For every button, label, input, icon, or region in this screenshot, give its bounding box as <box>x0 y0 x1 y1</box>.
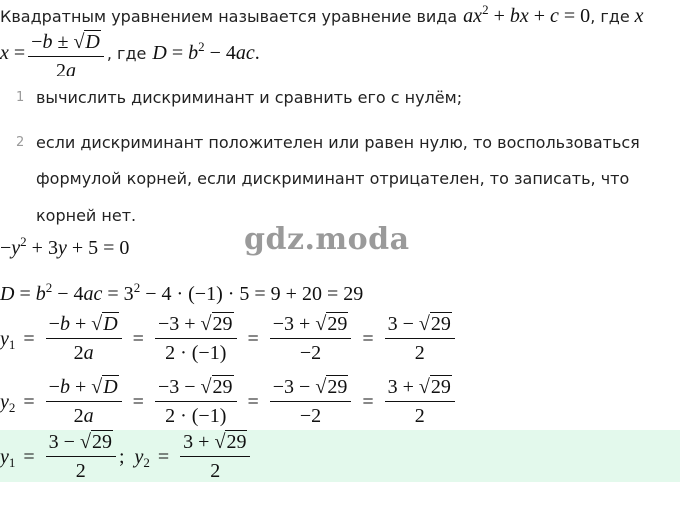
intro-where: , где <box>590 6 630 26</box>
discriminant-formula: $D = b^2 - 4ac$. <box>152 39 260 64</box>
watermark-logo: gdz.moda <box>244 222 410 257</box>
intro-where-2: , где <box>106 43 147 63</box>
intro-line-2 <box>0 30 260 76</box>
step-text: вычислить дискриминант и сравнить его с нулём; <box>36 88 463 107</box>
fraction: $\frac{3 + √29}{2}$ <box>180 430 250 483</box>
intro-text: Квадратным уравнением называется уравнение вида <box>0 6 458 26</box>
fraction: $\frac{-3 - √29}{-2}$ <box>270 375 352 428</box>
roots-formula: x = <box>0 42 26 64</box>
fraction: $\frac{-b + √D}{2a}$ <box>46 375 122 428</box>
step-2 <box>16 133 640 152</box>
answer: $y_1$ = $\frac{3 - √29}{2}$ ; $y_2$ = $\frac{3 + √29}{2}$ <box>0 430 253 483</box>
step-number: 2 <box>16 135 25 150</box>
y1-calculation: $y_1$ = $\frac{-b + √D}{2a}$ = $\frac{-3 + √29}{2 \cdot (-1)}$ = $\frac{-3 + √29}{-2}$ = $\frac{3 - √29}{2}$ <box>0 312 458 365</box>
y2-calculation: $y_2$ = $\frac{-b + √D}{2a}$ = $\frac{-3 - √29}{2 \cdot (-1)}$ = $\frac{-3 - √29}{-2}$ = $\frac{3 + √29}{2}$ <box>0 375 458 428</box>
discriminant-calculation: $D = b^2 - 4ac = 3^2 - 4 \cdot (-1) \cdot 5 = 9 + 20 = 29$ <box>0 280 364 305</box>
fraction: $\frac{-b + √D}{2a}$ <box>46 312 122 365</box>
intro-line-1 <box>0 2 644 27</box>
step-number: 1 <box>16 90 25 105</box>
step-text-line-2: формулой корней, если дискриминант отрицателен, то записать, что <box>36 169 630 188</box>
step-1 <box>16 88 462 107</box>
x-variable: x <box>634 5 644 27</box>
given-equation: $-y^2 + 3y + 5 = 0$ <box>0 234 130 259</box>
quadratic-form-formula: $ax^2$ + bx + c = 0 <box>463 2 591 27</box>
fraction: $\frac{3 + √29}{2}$ <box>385 375 455 428</box>
fraction: $\frac{3 - √29}{2}$ <box>46 430 116 483</box>
fraction: $\frac{3 - √29}{2}$ <box>385 312 455 365</box>
fraction: $\frac{-3 - √29}{2 \cdot (-1)}$ <box>155 375 237 428</box>
roots-fraction: $\frac{-b \pm √D}{2a}$ <box>28 30 104 76</box>
step-text-line-1: если дискриминант положителен или равен нулю, то воспользоваться <box>36 133 640 152</box>
step-text-line-3: корней нет. <box>36 206 137 225</box>
fraction: $\frac{-3 + √29}{2 \cdot (-1)}$ <box>155 312 237 365</box>
fraction: $\frac{-3 + √29}{-2}$ <box>270 312 352 365</box>
